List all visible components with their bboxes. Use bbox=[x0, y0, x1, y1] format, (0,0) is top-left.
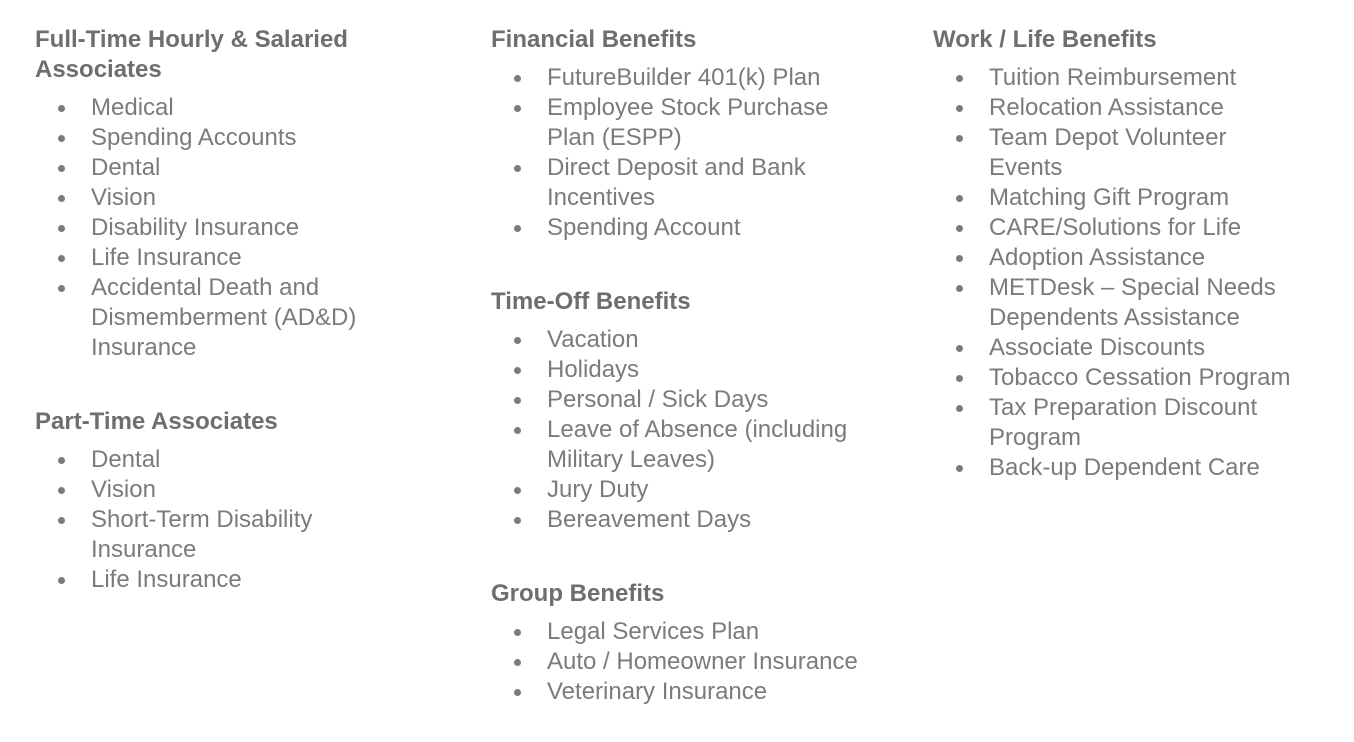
bullet-icon bbox=[956, 135, 963, 142]
benefit-label: Bereavement Days bbox=[547, 506, 752, 533]
benefit-item bbox=[91, 273, 375, 363]
benefits-section bbox=[491, 25, 867, 243]
benefit-item bbox=[547, 63, 867, 93]
bullet-icon bbox=[956, 405, 963, 412]
benefit-label: Tax Preparation Discount Program bbox=[989, 394, 1258, 451]
bullet-icon bbox=[58, 517, 65, 524]
benefit-item bbox=[547, 153, 867, 213]
benefit-item bbox=[547, 213, 867, 243]
section-title: Part-Time Associates bbox=[35, 408, 278, 435]
benefit-item bbox=[91, 505, 375, 565]
benefit-item bbox=[91, 153, 375, 183]
benefit-item bbox=[547, 415, 867, 475]
benefit-item bbox=[547, 475, 867, 505]
benefits-section bbox=[491, 287, 867, 535]
benefits-section bbox=[35, 407, 375, 595]
bullet-icon bbox=[514, 337, 521, 344]
benefit-label: Life Insurance bbox=[91, 244, 242, 271]
benefit-label: METDesk – Special Needs Dependents Assistance bbox=[989, 274, 1276, 331]
benefit-label: Legal Services Plan bbox=[547, 618, 760, 645]
benefit-label: Team Depot Volunteer Events bbox=[989, 124, 1227, 181]
bullet-icon bbox=[58, 577, 65, 584]
benefits-section bbox=[933, 25, 1299, 483]
bullet-icon bbox=[956, 75, 963, 82]
benefits-list bbox=[491, 325, 867, 535]
benefit-label: Vision bbox=[91, 476, 156, 503]
benefit-item bbox=[989, 243, 1299, 273]
benefit-label: Associate Discounts bbox=[989, 334, 1206, 361]
bullet-icon bbox=[58, 165, 65, 172]
benefit-item bbox=[989, 273, 1299, 333]
bullet-icon bbox=[58, 285, 65, 292]
bullet-icon bbox=[58, 487, 65, 494]
benefit-label: Holidays bbox=[547, 356, 640, 383]
benefit-label: Short-Term Disability Insurance bbox=[91, 506, 313, 563]
benefits-list bbox=[933, 63, 1299, 483]
benefit-item bbox=[989, 393, 1299, 453]
section-title: Work / Life Benefits bbox=[933, 26, 1157, 53]
benefit-label: Jury Duty bbox=[547, 476, 649, 503]
benefits-column-left bbox=[35, 25, 375, 595]
bullet-icon bbox=[514, 397, 521, 404]
benefit-label: Relocation Assistance bbox=[989, 94, 1224, 121]
bullet-icon bbox=[514, 487, 521, 494]
benefit-label: Back-up Dependent Care bbox=[989, 454, 1260, 481]
benefits-section bbox=[35, 25, 375, 363]
bullet-icon bbox=[58, 135, 65, 142]
benefit-label: Matching Gift Program bbox=[989, 184, 1230, 211]
benefit-label: Employee Stock Purchase Plan (ESPP) bbox=[547, 94, 829, 151]
benefit-item bbox=[989, 363, 1299, 393]
benefit-item bbox=[91, 93, 375, 123]
benefit-label: Medical bbox=[91, 94, 174, 121]
benefit-item bbox=[989, 123, 1299, 183]
benefit-item bbox=[989, 63, 1299, 93]
benefit-label: Tobacco Cessation Program bbox=[989, 364, 1291, 391]
benefit-label: Dental bbox=[91, 446, 161, 473]
benefit-item bbox=[989, 183, 1299, 213]
benefits-list bbox=[491, 63, 867, 243]
benefit-item bbox=[547, 647, 867, 677]
bullet-icon bbox=[956, 285, 963, 292]
benefit-label: Spending Accounts bbox=[91, 124, 297, 151]
benefit-item bbox=[547, 385, 867, 415]
benefit-label: FutureBuilder 401(k) Plan bbox=[547, 64, 821, 91]
benefit-item bbox=[547, 617, 867, 647]
benefit-item bbox=[91, 243, 375, 273]
bullet-icon bbox=[514, 75, 521, 82]
bullet-icon bbox=[58, 457, 65, 464]
bullet-icon bbox=[956, 465, 963, 472]
benefit-label: Veterinary Insurance bbox=[547, 678, 768, 705]
bullet-icon bbox=[514, 427, 521, 434]
benefit-item bbox=[91, 475, 375, 505]
bullet-icon bbox=[956, 225, 963, 232]
benefit-label: Accidental Death and Dismemberment (AD&D) Insurance bbox=[91, 274, 357, 361]
bullet-icon bbox=[514, 225, 521, 232]
benefit-label: Direct Deposit and Bank Incentives bbox=[547, 154, 806, 211]
bullet-icon bbox=[58, 225, 65, 232]
bullet-icon bbox=[514, 517, 521, 524]
benefit-label: CARE/Solutions for Life bbox=[989, 214, 1242, 241]
bullet-icon bbox=[514, 689, 521, 696]
bullet-icon bbox=[956, 255, 963, 262]
benefit-item bbox=[91, 123, 375, 153]
benefit-item bbox=[91, 183, 375, 213]
benefits-list bbox=[35, 93, 375, 363]
section-title: Time-Off Benefits bbox=[491, 288, 691, 315]
benefit-item bbox=[547, 325, 867, 355]
section-title: Financial Benefits bbox=[491, 26, 697, 53]
section-title: Full-Time Hourly & Salaried Associates bbox=[35, 26, 348, 83]
benefit-item bbox=[547, 355, 867, 385]
benefit-item bbox=[989, 453, 1299, 483]
bullet-icon bbox=[514, 165, 521, 172]
benefits-column-middle bbox=[491, 25, 867, 707]
benefit-label: Leave of Absence (including Military Leaves) bbox=[547, 416, 848, 473]
benefit-item bbox=[547, 505, 867, 535]
bullet-icon bbox=[956, 345, 963, 352]
bullet-icon bbox=[58, 105, 65, 112]
benefit-label: Vision bbox=[91, 184, 156, 211]
benefit-item bbox=[547, 677, 867, 707]
benefit-label: Auto / Homeowner Insurance bbox=[547, 648, 858, 675]
benefit-label: Disability Insurance bbox=[91, 214, 300, 241]
benefit-item bbox=[91, 213, 375, 243]
benefit-label: Life Insurance bbox=[91, 566, 242, 593]
bullet-icon bbox=[514, 629, 521, 636]
bullet-icon bbox=[956, 375, 963, 382]
benefit-item bbox=[989, 93, 1299, 123]
benefit-label: Personal / Sick Days bbox=[547, 386, 769, 413]
benefit-item bbox=[547, 93, 867, 153]
benefits-list bbox=[35, 445, 375, 595]
benefit-item bbox=[989, 333, 1299, 363]
bullet-icon bbox=[58, 255, 65, 262]
benefit-label: Tuition Reimbursement bbox=[989, 64, 1237, 91]
benefit-item bbox=[91, 445, 375, 475]
benefits-section bbox=[491, 579, 867, 707]
benefit-label: Adoption Assistance bbox=[989, 244, 1206, 271]
benefits-column-right bbox=[933, 25, 1299, 483]
benefit-label: Vacation bbox=[547, 326, 639, 353]
bullet-icon bbox=[58, 195, 65, 202]
section-title: Group Benefits bbox=[491, 580, 665, 607]
bullet-icon bbox=[956, 195, 963, 202]
benefit-label: Dental bbox=[91, 154, 161, 181]
benefit-item bbox=[91, 565, 375, 595]
benefit-label: Spending Account bbox=[547, 214, 741, 241]
benefits-list bbox=[491, 617, 867, 707]
bullet-icon bbox=[514, 659, 521, 666]
bullet-icon bbox=[956, 105, 963, 112]
bullet-icon bbox=[514, 105, 521, 112]
benefit-item bbox=[989, 213, 1299, 243]
bullet-icon bbox=[514, 367, 521, 374]
